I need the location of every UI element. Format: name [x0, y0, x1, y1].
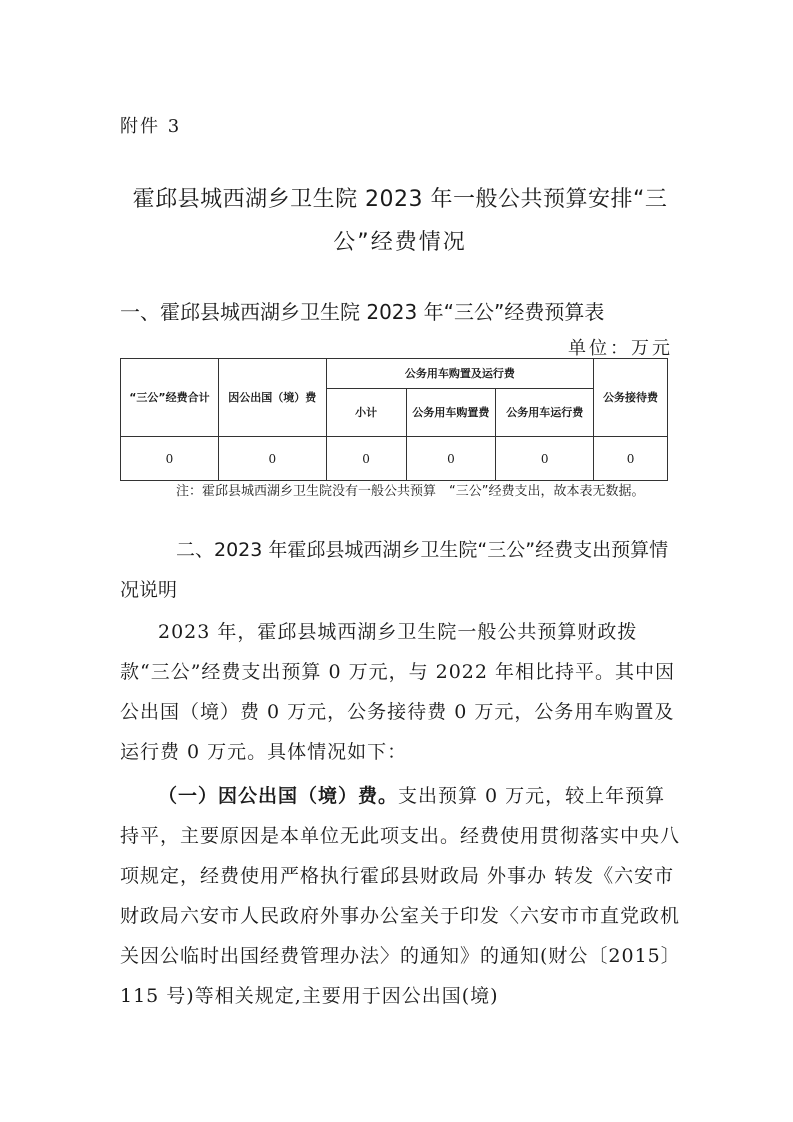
attachment-label: 附件 3 — [120, 116, 182, 137]
section1-heading: 一、霍邱县城西湖乡卫生院 2023 年“三公”经费预算表 — [120, 300, 605, 324]
cell-reception: 0 — [594, 437, 668, 481]
cell-subtotal: 0 — [326, 437, 406, 481]
header-vehicle-group: 公务用车购置及运行费 — [326, 359, 593, 389]
header-subtotal: 小计 — [326, 389, 406, 437]
header-total: “三公”经费合计 — [121, 359, 219, 437]
cell-abroad: 0 — [218, 437, 326, 481]
paragraph-1: 2023 年，霍邱县城西湖乡卫生院一般公共预算财政拨款“三公”经费支出预算 0 万元，与 2022 年相比持平。其中因公出国（境）费 0 万元，公务接待费 0 万元，公务用车购置及运行费 0 万元。具体情况如下： — [120, 621, 676, 763]
paragraph-2 — [120, 776, 680, 1016]
cell-vehicle-operation: 0 — [496, 437, 594, 481]
paragraph-2-body: 支出预算 0 万元，较上年预算持平，主要原因是本单位无此项支出。经费使用贯彻落实中央八项规定，经费使用严格执行霍邱县财政局 外事办 转发《六安市财政局六安市人民政府外事办公室关于印发〈六安市市直党政机关因公临时出国经费管理办法〉的通知》的通知(财公〔2015〕115 号)等相关规定,主要用于因公出国(境) — [120, 785, 681, 1007]
cell-total: 0 — [121, 437, 219, 481]
cell-vehicle-purchase: 0 — [406, 437, 496, 481]
page-title-line1: 霍邱县城西湖乡卫生院 2023 年一般公共预算安排“三 — [132, 187, 668, 212]
header-abroad: 因公出国（境）费 — [218, 359, 326, 437]
unit-label: 单位：万元 — [568, 338, 673, 359]
section2-heading: 二、2023 年霍邱县城西湖乡卫生院“三公”经费支出预算情况说明 — [120, 539, 669, 601]
table-note: 注：霍邱县城西湖乡卫生院没有一般公共预算 “三公”经费支出，故本表无数据。 — [176, 484, 645, 499]
table-row — [121, 437, 668, 481]
paragraph-2-lead: （一）因公出国（境）费。 — [158, 785, 399, 807]
header-vehicle-purchase: 公务用车购置费 — [406, 389, 496, 437]
budget-table — [120, 358, 668, 481]
header-vehicle-operation: 公务用车运行费 — [496, 389, 594, 437]
page-title-line2: 公”经费情况 — [333, 230, 467, 255]
header-reception: 公务接待费 — [594, 359, 668, 437]
